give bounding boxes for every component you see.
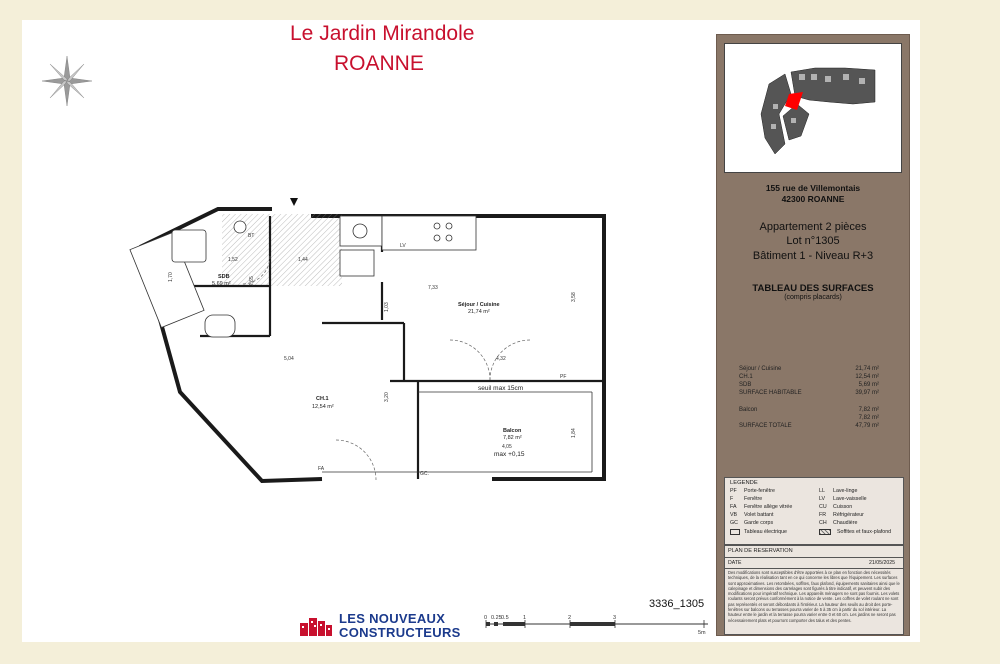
- legend-text: Cuisson: [833, 504, 853, 510]
- address-line-1: 155 rue de Villemontais: [765, 183, 861, 193]
- lot-number: Lot n°1305: [786, 235, 840, 247]
- legend-item: [819, 488, 857, 494]
- legend-code: CH: [819, 520, 827, 526]
- scale-tick: 5m: [698, 630, 706, 636]
- legend-text: Réfrigérateur: [833, 512, 864, 518]
- legend-text: Tableau électrique: [744, 529, 787, 535]
- surface-row: [739, 381, 879, 389]
- room-area-sdb: 5,69 m²: [212, 281, 231, 287]
- dim-label: 3,58: [571, 292, 577, 302]
- surface-value: 39,97 m²: [855, 390, 879, 396]
- dim-label: 2,65: [249, 276, 255, 286]
- legend-item: [819, 512, 864, 518]
- legend-code: F: [730, 496, 734, 502]
- legend-text: Lave-linge: [833, 488, 858, 494]
- date-value: 21/05/2025: [869, 560, 895, 566]
- logo-line-1: LES NOUVEAUX: [339, 611, 446, 626]
- legend-text: Porte-fenêtre: [744, 488, 775, 494]
- legend-code: GC: [730, 520, 738, 526]
- legend-item: [730, 504, 792, 510]
- electric-panel-icon: [730, 529, 744, 537]
- reservation-box: [724, 545, 904, 635]
- legend-item: [819, 496, 867, 502]
- surface-label: SURFACE HABITABLE: [739, 390, 802, 396]
- surface-row: [739, 422, 879, 430]
- company-logo: [299, 612, 461, 640]
- building-level: Bâtiment 1 - Niveau R+3: [752, 250, 874, 262]
- legend-item: [730, 520, 773, 526]
- legend-code: FR: [819, 512, 827, 518]
- reservation-title: PLAN DE RESERVATION: [728, 548, 793, 554]
- dim-label: 4,32: [496, 356, 506, 362]
- dim-label: 3,20: [384, 392, 390, 402]
- scale-tick: 0.25: [491, 615, 502, 621]
- surface-label: SURFACE TOTALE: [739, 423, 792, 429]
- label-lv: LV: [400, 243, 406, 249]
- label-pf: PF: [560, 374, 567, 380]
- dim-label: 1,03: [384, 302, 390, 312]
- building-logo-icon: [299, 615, 333, 637]
- surface-row: [739, 414, 879, 422]
- surface-label: Balcon: [739, 407, 758, 413]
- surface-value: 5,69 m²: [858, 382, 879, 388]
- dim-label: 5,04: [284, 356, 294, 362]
- surface-label: Séjour / Cuisine: [739, 366, 782, 372]
- surface-value: 7,82 m²: [858, 415, 879, 421]
- dim-label: 1,44: [298, 257, 308, 263]
- scale-tick: 3: [613, 615, 617, 621]
- legend-text: Fenêtre allège vitrée: [744, 504, 793, 510]
- surface-row: [739, 365, 879, 373]
- surface-value: 47,79 m²: [855, 423, 879, 429]
- plan-sheet: [22, 20, 920, 642]
- room-area-ch1: 12,54 m²: [312, 404, 334, 410]
- legend-text: Soffites et faux-plafond: [837, 529, 892, 535]
- scale-tick: 2: [568, 615, 572, 621]
- room-name-sdb: SDB: [218, 274, 230, 280]
- legend-title: LEGENDE: [730, 480, 758, 486]
- surface-value: 12,54 m²: [855, 374, 879, 380]
- legend-text: Volet battant: [744, 512, 774, 518]
- room-area-balcon: 7,82 m²: [503, 435, 522, 441]
- label-seuil: seuil max 15cm: [478, 385, 524, 392]
- dim-label: 4,05: [502, 444, 512, 450]
- dim-label: 1,52: [228, 257, 238, 263]
- legend-box: [724, 477, 904, 545]
- logo-line-2: CONSTRUCTEURS: [339, 625, 461, 640]
- label-gc: GC.: [420, 471, 429, 477]
- room-name-sejour: Séjour / Cuisine: [458, 302, 500, 308]
- dim-label: 1,84: [571, 428, 577, 438]
- legend-code: CU: [819, 504, 827, 510]
- project-city: ROANNE: [334, 52, 424, 75]
- scale-tick: 0.5: [501, 615, 509, 621]
- plan-reference: 3336_1305: [649, 598, 705, 610]
- room-area-sejour: 21,74 m²: [468, 309, 490, 315]
- room-name-ch1: CH.1: [316, 396, 329, 402]
- scale-tick: 0: [484, 615, 488, 621]
- legend-item: [730, 529, 787, 537]
- legend-code: VB: [730, 512, 738, 518]
- legend-item: [819, 504, 852, 510]
- surface-row: [739, 406, 879, 414]
- legend-text: Garde corps: [744, 520, 774, 526]
- surface-table-title: TABLEAU DES SURFACES: [752, 283, 874, 294]
- legend-text: Chaudière: [833, 520, 858, 526]
- keyplan-drawing: [725, 44, 901, 172]
- legend-item: [730, 488, 775, 494]
- legend-code: LV: [819, 496, 826, 502]
- label-max: max +0,15: [494, 451, 525, 458]
- surface-table-subtitle: (compris placards): [784, 294, 842, 301]
- address-line-2: 42300 ROANNE: [781, 194, 845, 204]
- dim-label: 7,33: [428, 285, 438, 291]
- building-keyplan: [724, 43, 902, 173]
- legend-code: PF: [730, 488, 737, 494]
- legend-code: LL: [819, 488, 825, 494]
- disclaimer-note: Des modifications sont susceptibles d'être apportées à ce plan en fonction des nécessités techniques, de la réalisation tant en ce qui concerne les libres que l'équipement. Les surfaces sont approximatives. Les retombées, soffites, faux plafond, équipements sanitaires ainsi que le calepinage et dimensions des carrelages sont figurés à titre indicatif, et peuvent subir des modifications pour impératif technique. Les appareils ménagers ne sont pas fournis. Les volets roulants seront prévus conformément à la notice de vente. Les coffres de volet roulant ne sont pas représentés et seront débordants à l'intérieur. La hauteur des seuils au droit des porte-fenêtres sur balcons ou terrasses pourra varier de 5 à 35 cm à partir du sol intérieur. La hauteur entre le jardin et la terrasse pourra varier entre 0 et 60 cm. Les jardins ne seront pas nécessairement plats et pourront comporter des talus et des pentes.: [728, 570, 900, 623]
- surface-value: 21,74 m²: [855, 366, 879, 372]
- project-name: Le Jardin Mirandole: [290, 22, 475, 45]
- legend-text: Fenêtre: [744, 496, 763, 502]
- scale-tick: 1: [523, 615, 527, 621]
- label-bt: BT: [248, 233, 255, 239]
- surface-label: SDB: [739, 382, 752, 388]
- surface-row: [739, 373, 879, 381]
- surface-label: CH.1: [739, 374, 753, 380]
- label-fa: FA: [318, 466, 325, 472]
- legend-item: [730, 496, 762, 502]
- legend-code: FA: [730, 504, 737, 510]
- scale-bar: [482, 612, 712, 636]
- dim-label: 1,70: [168, 272, 174, 282]
- apartment-type: Appartement 2 pièces: [759, 221, 867, 233]
- surface-row: [739, 389, 879, 397]
- entry-arrow-icon: [290, 198, 298, 206]
- surface-table: [739, 365, 879, 430]
- room-name-balcon: Balcon: [503, 428, 522, 434]
- info-panel: [716, 34, 910, 636]
- legend-text: Lave-vaisselle: [833, 496, 867, 502]
- hatch-swatch-icon: [819, 529, 833, 537]
- legend-item: [819, 520, 857, 526]
- legend-item: [730, 512, 773, 518]
- surface-value: 7,82 m²: [858, 407, 879, 413]
- legend-item: [819, 529, 891, 537]
- date-label: DATE: [728, 560, 742, 566]
